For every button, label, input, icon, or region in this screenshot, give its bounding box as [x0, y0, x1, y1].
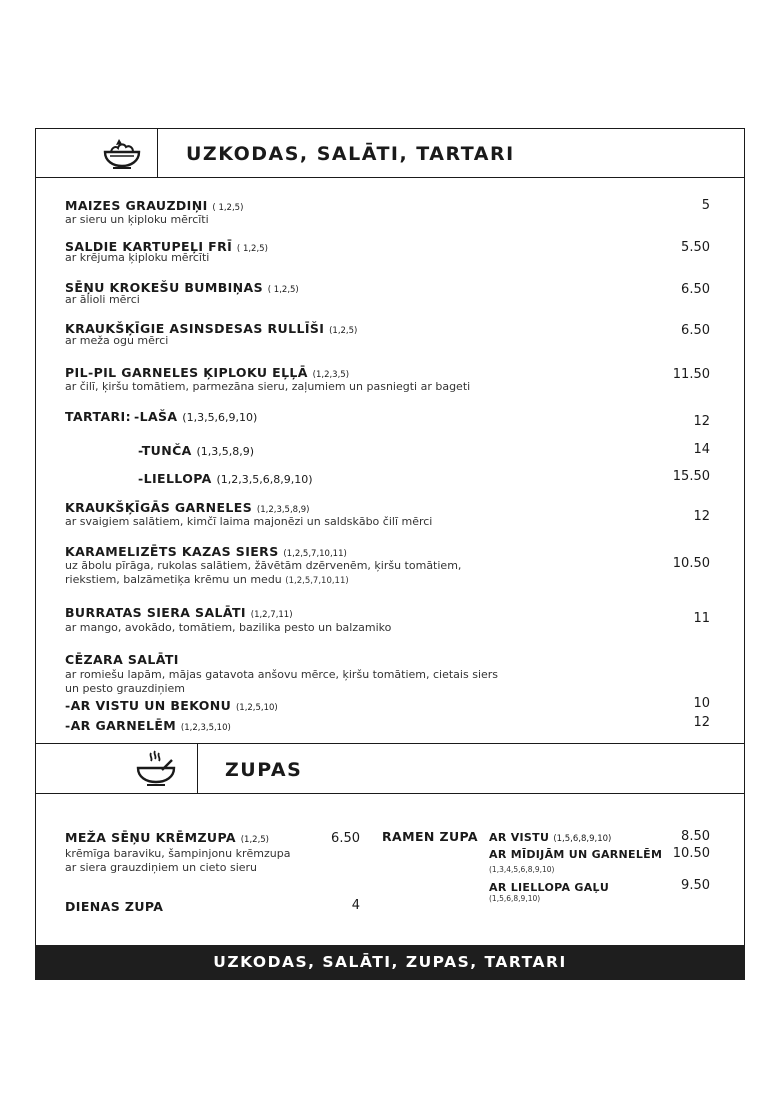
tartari-label: TARTARI: — [65, 409, 131, 424]
allergen-codes: (1,2,5) — [329, 326, 358, 336]
menu-item-price: 10 — [693, 696, 710, 711]
allergen-codes: (1,3,5,6,9,10) — [182, 411, 258, 424]
soup-description: ar siera grauzdiņiem un cieto sieru — [65, 861, 258, 874]
menu-item-description: ar krējuma ķiploku mērcīti — [65, 251, 210, 264]
ramen-option: AR VISTU (1,5,6,8,9,10) — [489, 831, 612, 844]
section-icon-cell — [36, 744, 198, 793]
menu-item-name: PIL-PIL GARNELES ĶIPLOKU EĻĻĀ (1,2,3,5) — [65, 365, 350, 380]
ramen-option: AR MĪDIJĀM UN GARNELĒM — [489, 848, 663, 861]
menu-item-name: MAIZES GRAUZDIŅI ( 1,2,5) — [65, 198, 244, 213]
menu-item-price: 11 — [693, 611, 710, 626]
allergen-codes: (1,2,3,5,10) — [180, 723, 231, 733]
menu-item-name: KRAUKŠĶĪGIE ASINSDESAS RULLĪŠI (1,2,5) — [65, 321, 358, 336]
ramen-price: 9.50 — [681, 878, 710, 893]
menu-item-price: 5.50 — [681, 240, 710, 255]
menu-item-name: SALDIE KARTUPEĻI FRĪ ( 1,2,5) — [65, 239, 268, 254]
section-header-uzkodas — [36, 129, 744, 178]
menu-item-description: ar sieru un ķiploku mērcīti — [65, 213, 209, 226]
allergen-codes: (1,2,5,10) — [235, 703, 278, 713]
menu-frame — [35, 128, 745, 979]
menu-item-description: ar mango, avokādo, tomātiem, bazilika pesto un balzamiko — [65, 621, 392, 634]
allergen-codes: (1,2,5) — [240, 835, 269, 845]
menu-item-price: 6.50 — [681, 323, 710, 338]
menu-item-description: ar ālioli mērci — [65, 293, 140, 306]
soup-name: RAMEN ZUPA — [382, 829, 478, 844]
ramen-price: 8.50 — [681, 829, 710, 844]
menu-item-name: SĒŅU KROKEŠU BUMBIŅAS ( 1,2,5) — [65, 280, 299, 295]
soup-description: krēmīga baraviku, šampinjonu krēmzupa — [65, 847, 291, 860]
tartari-option: -TUNČA (1,3,5,8,9) — [138, 443, 255, 458]
allergen-codes: ( 1,2,5) — [267, 285, 299, 295]
allergen-codes: (1,2,3,5,8,9) — [256, 505, 310, 515]
allergen-codes: (1,2,3,5,6,8,9,10) — [216, 473, 313, 486]
menu-item-description: uz ābolu pīrāga, rukolas salātiem, žāvētām dzērvenēm, ķiršu tomātiem, — [65, 559, 462, 572]
soup-name: DIENAS ZUPA — [65, 899, 164, 914]
cezara-option: -AR VISTU UN BEKONU (1,2,5,10) — [65, 698, 278, 713]
allergen-codes: (1,2,5,7,10,11) — [285, 576, 349, 586]
menu-item-description: ar romiešu lapām, mājas gatavota anšovu mērce, ķiršu tomātiem, cietais siers — [65, 668, 499, 681]
menu-item-name: CĒZARA SALĀTI — [65, 652, 179, 667]
menu-item-description: riekstiem, balzāmetiķa krēmu un medu (1,2,5,7,10,11) — [65, 573, 349, 586]
menu-item-price: 5 — [701, 198, 710, 213]
allergen-codes: (1,2,7,11) — [250, 610, 293, 620]
tartari-price: 12 — [693, 414, 710, 429]
menu-item-description: un pesto grauzdiņiem — [65, 682, 186, 695]
allergen-codes: ( 1,2,5) — [212, 203, 244, 213]
section-title-uzkodas: UZKODAS, SALĀTI, TARTARI — [186, 143, 515, 165]
allergen-codes: (1,2,5,7,10,11) — [283, 549, 347, 559]
cezara-option: -AR GARNELĒM (1,2,3,5,10) — [65, 718, 231, 733]
menu-item-name: BURRATAS SIERA SALĀTI (1,2,7,11) — [65, 605, 293, 620]
menu-item-description: ar čilī, ķiršu tomātiem, parmezāna sieru, zaļumiem un pasniegti ar bageti — [65, 380, 471, 393]
menu-item-price: 12 — [693, 509, 710, 524]
salad-bowl-icon — [102, 137, 142, 169]
allergen-codes: (1,2,3,5) — [312, 370, 350, 380]
menu-item-description: ar svaigiem salātiem, kimčī laima majonēzi un saldskābo čilī mērci — [65, 515, 433, 528]
menu-item-description: ar meža ogu mērci — [65, 334, 169, 347]
footer-banner: UZKODAS, SALĀTI, ZUPAS, TARTARI — [35, 945, 745, 980]
soup-price: 6.50 — [331, 831, 360, 846]
menu-item-price: 12 — [693, 715, 710, 730]
tartari-price: 15.50 — [672, 469, 710, 484]
tartari-option: -LAŠA (1,3,5,6,9,10) — [134, 409, 258, 424]
allergen-codes: (1,5,6,8,9,10) — [489, 894, 541, 903]
menu-item-name: KARAMELIZĒTS KAZAS SIERS (1,2,5,7,10,11) — [65, 544, 347, 559]
allergen-codes: (1,5,6,8,9,10) — [553, 834, 612, 844]
menu-item-price: 10.50 — [672, 556, 710, 571]
tartari-price: 14 — [693, 442, 710, 457]
menu-item-price: 6.50 — [681, 282, 710, 297]
soup-price: 4 — [351, 898, 360, 913]
allergen-codes: (1,3,5,8,9) — [196, 445, 255, 458]
section-icon-cell — [36, 129, 158, 177]
menu-item-name: KRAUKŠĶĪGĀS GARNELES (1,2,3,5,8,9) — [65, 500, 310, 515]
soup-bowl-icon — [136, 750, 176, 786]
ramen-option: AR LIELLOPA GAĻU — [489, 881, 610, 894]
allergen-codes: ( 1,2,5) — [236, 244, 268, 254]
ramen-price: 10.50 — [672, 846, 710, 861]
tartari-option: -LIELLOPA (1,2,3,5,6,8,9,10) — [138, 471, 313, 486]
allergen-codes: (1,3,4,5,6,8,9,10) — [489, 865, 555, 874]
section-title-zupas: ZUPAS — [225, 759, 303, 781]
section-header-zupas — [36, 743, 744, 794]
menu-item-price: 11.50 — [672, 367, 710, 382]
soup-name: MEŽA SĒŅU KRĒMZUPA (1,2,5) — [65, 830, 269, 845]
